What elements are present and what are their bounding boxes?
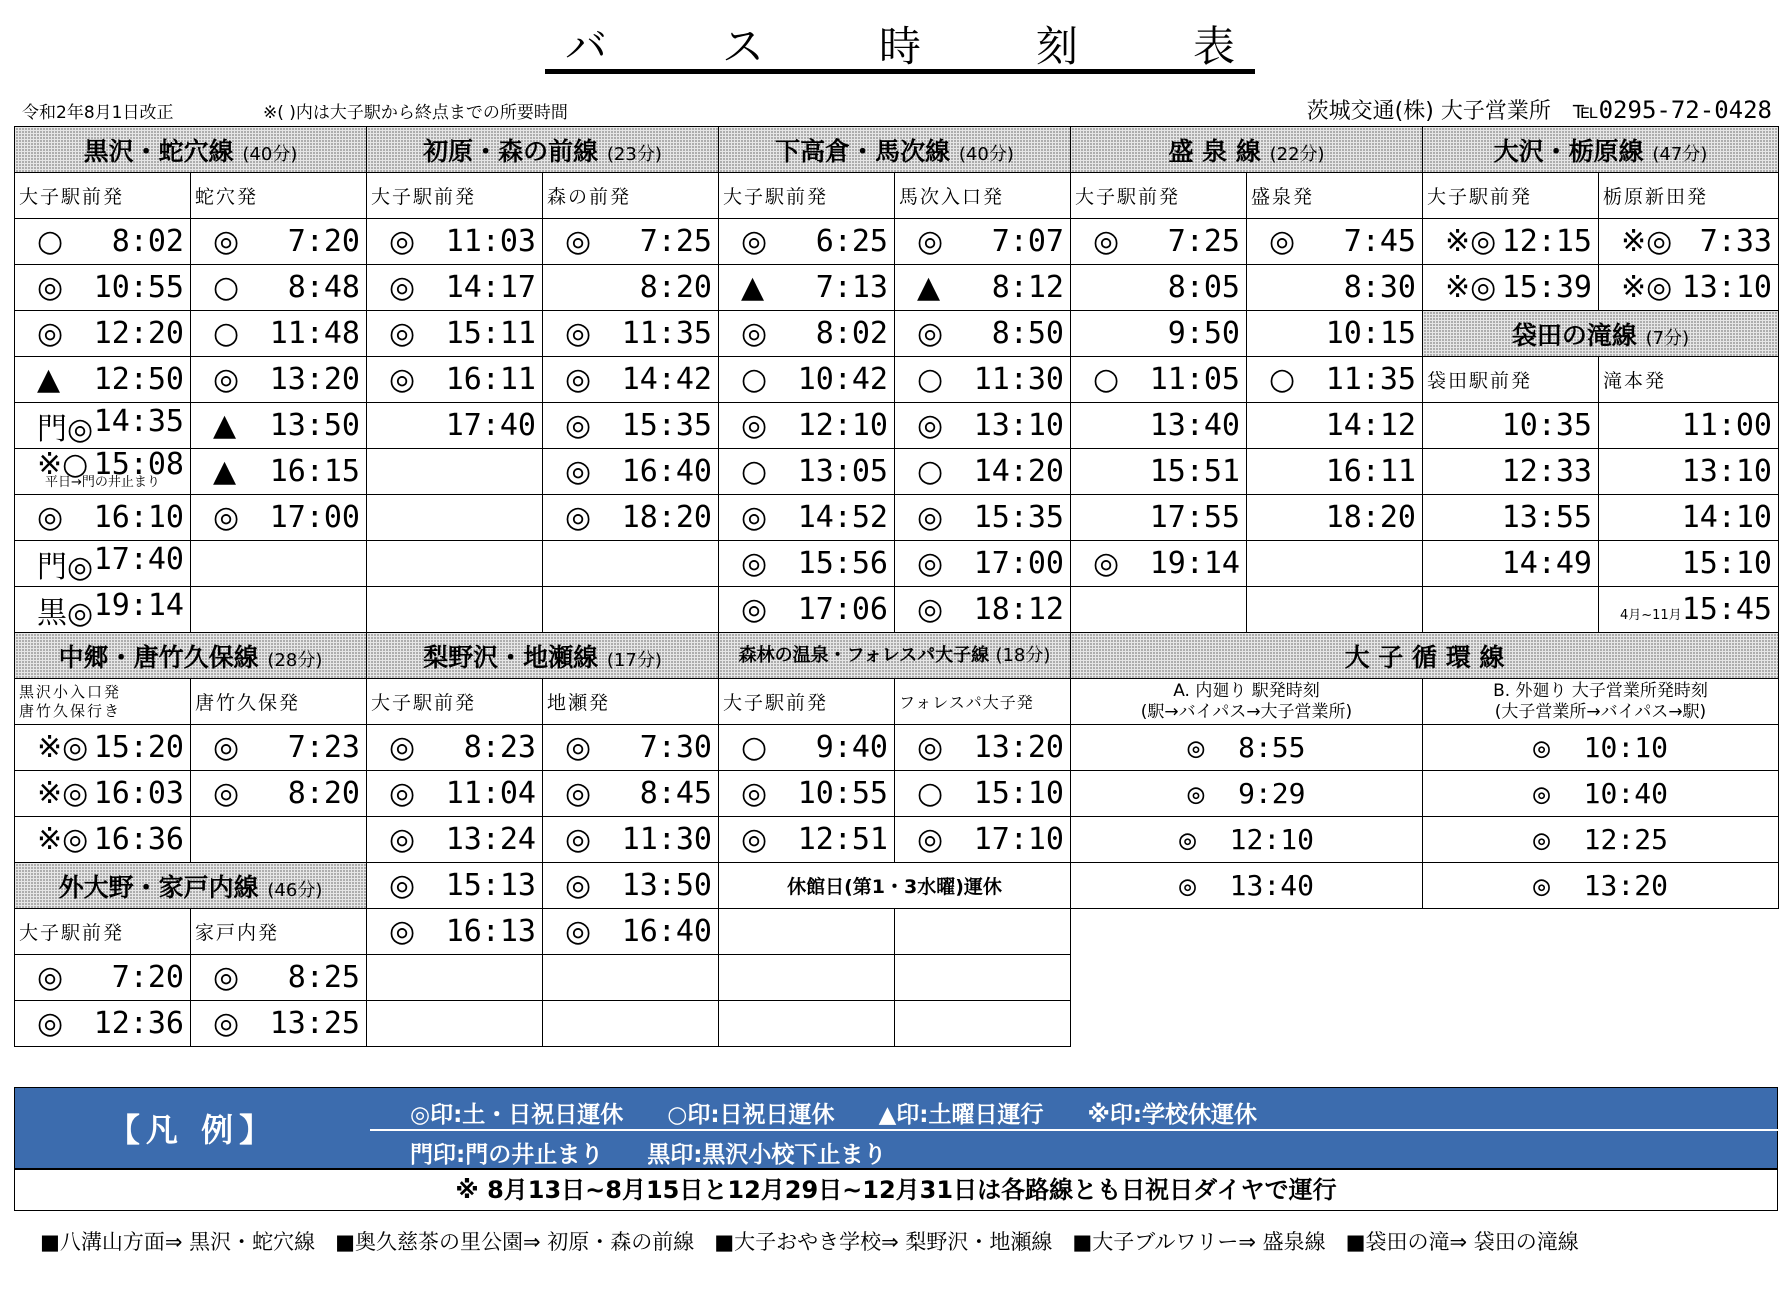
time-cell: ▲ 7:13 [719, 265, 895, 311]
timetable [14, 126, 1779, 1047]
time-cell: 13:40 [1071, 403, 1247, 449]
time-cell: ◎ 7:30 [543, 725, 719, 771]
time-cell: ◎ 15:35 [543, 403, 719, 449]
legend-line-1 [410, 1096, 1301, 1129]
column-header: 馬次入口発 [895, 173, 1071, 219]
time-cell: ◎ 7:25 [1071, 219, 1247, 265]
column-header: フォレスパ大子発 [895, 679, 1071, 725]
column-header: 地瀬発 [543, 679, 719, 725]
column-header: 大子駅前発 [719, 679, 895, 725]
time-cell: 14:12 [1247, 403, 1423, 449]
time-cell: ◎ 13:40 [1071, 863, 1423, 909]
time-cell: 8:05 [1071, 265, 1247, 311]
route-header: 下高倉・馬次線 (40分) [719, 127, 1071, 173]
phone-number: ℡0295-72-0428 [1572, 96, 1772, 124]
column-header: 大子駅前発 [1423, 173, 1599, 219]
time-cell: ○ 11:48 [191, 311, 367, 357]
time-cell: ○ 8:48 [191, 265, 367, 311]
route-header: 森林の温泉・フォレスパ大子線 (18分) [719, 633, 1071, 679]
time-cell: ◎ 8:45 [543, 771, 719, 817]
guide-item: ■袋田の滝⇒ 袋田の滝線 [1345, 1230, 1579, 1254]
time-cell: ◎ 7:45 [1247, 219, 1423, 265]
time-cell: 14:49 [1423, 541, 1599, 587]
title-char: ス [721, 21, 764, 71]
empty-cell [543, 955, 719, 1001]
time-cell: ▲ 12:50 [15, 357, 191, 403]
route-header: 盛 泉 線 (22分) [1071, 127, 1423, 173]
time-cell: ◎ 7:25 [543, 219, 719, 265]
time-cell: ◎ 17:00 [895, 541, 1071, 587]
legend-item: ◎印:土・日祝日運休 [410, 1102, 624, 1128]
time-cell: 11:00 [1599, 403, 1779, 449]
time-cell: 門◎ 14:35 [15, 403, 191, 449]
time-cell: 14:10 [1599, 495, 1779, 541]
empty-cell [895, 955, 1071, 1001]
time-cell: ◎ 13:20 [1423, 863, 1779, 909]
empty-cell [191, 817, 367, 863]
column-header: 栃原新田発 [1599, 173, 1779, 219]
column-header: 盛泉発 [1247, 173, 1423, 219]
time-cell: ◎ 8:20 [191, 771, 367, 817]
time-cell: ◎ 16:11 [367, 357, 543, 403]
time-cell: ◎ 12:20 [15, 311, 191, 357]
time-cell: ◎ 6:25 [719, 219, 895, 265]
time-cell: ◎ 12:10 [719, 403, 895, 449]
legend [14, 1087, 1778, 1169]
time-cell: ▲ 8:12 [895, 265, 1071, 311]
empty-cell [1247, 541, 1423, 587]
route-header: 梨野沢・地瀬線 (17分) [367, 633, 719, 679]
time-cell: ◎ 7:23 [191, 725, 367, 771]
legend-item: ※印:学校休運休 [1087, 1102, 1258, 1128]
time-cell: ※◎ 12:15 [1423, 219, 1599, 265]
column-header: 蛇穴発 [191, 173, 367, 219]
time-cell: ◎ 8:50 [895, 311, 1071, 357]
time-cell: ○ 11:35 [1247, 357, 1423, 403]
legend-item: 黒印:黒沢小校下止まり [647, 1142, 887, 1168]
time-cell: ◎ 13:20 [895, 725, 1071, 771]
time-cell: ◎ 15:11 [367, 311, 543, 357]
empty-cell [1071, 587, 1247, 633]
time-cell: ◎ 12:25 [1423, 817, 1779, 863]
title-char: 時 [878, 21, 921, 71]
time-cell: ○ 9:40 [719, 725, 895, 771]
time-cell: ○ 15:10 [895, 771, 1071, 817]
column-header: 滝本発 [1599, 357, 1779, 403]
time-cell: ◎ 15:35 [895, 495, 1071, 541]
time-cell: ◎ 10:40 [1423, 771, 1779, 817]
time-cell: ◎ 8:02 [719, 311, 895, 357]
time-cell: ◎ 12:36 [15, 1001, 191, 1047]
time-cell: ◎ 17:10 [895, 817, 1071, 863]
time-note: 平日→門の井止まり [45, 475, 160, 490]
time-cell: ◎ 11:30 [543, 817, 719, 863]
time-cell: ◎ 19:14 [1071, 541, 1247, 587]
empty-cell [367, 955, 543, 1001]
route-header: 大沢・栃原線 (47分) [1423, 127, 1779, 173]
time-cell: ▲ 16:15 [191, 449, 367, 495]
time-cell: ◎ 7:20 [15, 955, 191, 1001]
column-header: 森の前発 [543, 173, 719, 219]
time-cell: ※◎ 16:03 [15, 771, 191, 817]
time-cell: ◎ 16:13 [367, 909, 543, 955]
time-cell: 12:33 [1423, 449, 1599, 495]
column-header: 大子駅前発 [367, 173, 543, 219]
page-title [545, 18, 1255, 74]
time-cell: ◎ 11:03 [367, 219, 543, 265]
empty-cell [367, 587, 543, 633]
time-cell: ○ 14:20 [895, 449, 1071, 495]
column-header: A. 内廻り 駅発時刻 (駅→バイパス→大子営業所) [1071, 679, 1423, 725]
time-cell: ◎ 9:29 [1071, 771, 1423, 817]
time-cell: 16:11 [1247, 449, 1423, 495]
empty-cell [719, 1001, 895, 1047]
revision-date: 令和2年8月1日改正 [22, 103, 174, 123]
time-cell: ◎ 13:20 [191, 357, 367, 403]
time-cell: ◎ 13:50 [543, 863, 719, 909]
title-char: 刻 [1035, 21, 1078, 71]
time-cell: 17:40 [367, 403, 543, 449]
time-cell: 10:15 [1247, 311, 1423, 357]
legend-divider [370, 1129, 1779, 1131]
empty-cell [367, 1001, 543, 1047]
time-cell: ◎ 17:00 [191, 495, 367, 541]
empty-cell [191, 541, 367, 587]
empty-cell [191, 587, 367, 633]
holiday-schedule-note: ※ 8月13日~8月15日と12月29日~12月31日は各路線とも日祝日ダイヤで運行 [14, 1169, 1778, 1211]
guide-item: ■大子ブルワリー⇒ 盛泉線 [1072, 1230, 1326, 1254]
column-header: 大子駅前発 [719, 173, 895, 219]
time-cell: 門◎ 17:40 [15, 541, 191, 587]
time-cell: ※◎ 15:20 [15, 725, 191, 771]
time-cell: 15:10 [1599, 541, 1779, 587]
time-cell: ◎ 17:06 [719, 587, 895, 633]
time-cell: ※○ 15:08 平日→門の井止まり [15, 449, 191, 495]
time-cell: ◎ 7:20 [191, 219, 367, 265]
time-cell: ○ 10:42 [719, 357, 895, 403]
empty-cell [367, 449, 543, 495]
time-cell: ◎ 11:35 [543, 311, 719, 357]
time-cell: ○ 11:05 [1071, 357, 1247, 403]
time-cell: ◎ 14:17 [367, 265, 543, 311]
time-cell: ○ 11:30 [895, 357, 1071, 403]
time-cell: 10:35 [1423, 403, 1599, 449]
blank-area [1071, 909, 1779, 1047]
time-cell: 8:30 [1247, 265, 1423, 311]
title-char: バ [565, 21, 608, 71]
column-header: 大子駅前発 [15, 909, 191, 955]
column-header: 家戸内発 [191, 909, 367, 955]
legend-item: ○印:日祝日運休 [667, 1102, 835, 1128]
time-cell: ◎ 10:55 [15, 265, 191, 311]
column-header: 大子駅前発 [15, 173, 191, 219]
guide-item: ■奥久慈茶の里公園⇒ 初原・森の前線 [335, 1230, 695, 1254]
legend-item: 門印:門の井止まり [410, 1142, 604, 1168]
route-header: 中郷・唐竹久保線 (28分) [15, 633, 367, 679]
time-cell: ◎ 7:07 [895, 219, 1071, 265]
time-cell: ◎ 16:40 [543, 449, 719, 495]
time-cell: ※◎ 7:33 [1599, 219, 1779, 265]
legend-title: 【凡 例】 [107, 1111, 278, 1149]
time-cell: 4月~11月15:45 [1599, 587, 1779, 633]
time-cell: 13:55 [1423, 495, 1599, 541]
time-cell: 9:50 [1071, 311, 1247, 357]
empty-cell [1423, 587, 1599, 633]
time-cell: ◎ 11:04 [367, 771, 543, 817]
time-cell: ◎ 13:10 [895, 403, 1071, 449]
time-cell: 13:10 [1599, 449, 1779, 495]
time-cell: 17:55 [1071, 495, 1247, 541]
empty-cell [895, 1001, 1071, 1047]
empty-cell [895, 909, 1071, 955]
company-name: 茨城交通(株) 大子営業所 [1306, 99, 1551, 124]
time-cell: ◎ 12:51 [719, 817, 895, 863]
closed-day-note: 休館日(第1・3水曜)運休 [719, 863, 1071, 909]
route-header: 黒沢・蛇穴線 (40分) [15, 127, 367, 173]
empty-cell [367, 495, 543, 541]
column-header: 大子駅前発 [367, 679, 543, 725]
column-header: 大子駅前発 [1071, 173, 1247, 219]
empty-cell [1247, 587, 1423, 633]
time-cell: 黒◎ 19:14 [15, 587, 191, 633]
empty-cell [543, 541, 719, 587]
time-cell: ○ 13:05 [719, 449, 895, 495]
time-cell: ◎ 15:13 [367, 863, 543, 909]
column-header: 黒沢小入口発 唐竹久保行き [15, 679, 191, 725]
empty-cell [543, 587, 719, 633]
route-header: 初原・森の前線 (23分) [367, 127, 719, 173]
time-cell: ◎ 18:20 [543, 495, 719, 541]
empty-cell [367, 541, 543, 587]
legend-item: ▲印:土曜日運行 [878, 1102, 1044, 1128]
time-cell: ◎ 15:56 [719, 541, 895, 587]
time-cell: 8:20 [543, 265, 719, 311]
time-cell: ◎ 16:40 [543, 909, 719, 955]
empty-cell [719, 955, 895, 1001]
time-cell: ◎ 10:55 [719, 771, 895, 817]
time-cell: 15:51 [1071, 449, 1247, 495]
time-cell: ◎ 10:10 [1423, 725, 1779, 771]
time-cell: ◎ 16:10 [15, 495, 191, 541]
destination-guide [40, 1226, 1599, 1256]
legend-line-2 [410, 1136, 930, 1169]
duration-note: ※( )内は大子駅から終点までの所要時間 [263, 103, 568, 123]
time-cell: ◎ 8:55 [1071, 725, 1423, 771]
time-cell: ○ 8:02 [15, 219, 191, 265]
time-cell: ◎ 14:52 [719, 495, 895, 541]
time-cell: ◎ 8:25 [191, 955, 367, 1001]
company-info [1307, 94, 1772, 125]
time-cell: ◎ 14:42 [543, 357, 719, 403]
time-cell: 18:20 [1247, 495, 1423, 541]
time-cell: ※◎ 15:39 [1423, 265, 1599, 311]
time-cell: ◎ 13:25 [191, 1001, 367, 1047]
time-cell: ◎ 8:23 [367, 725, 543, 771]
time-cell: ◎ 12:10 [1071, 817, 1423, 863]
time-cell: ▲ 13:50 [191, 403, 367, 449]
time-cell: ※◎ 16:36 [15, 817, 191, 863]
column-header: 唐竹久保発 [191, 679, 367, 725]
route-header: 外大野・家戸内線 (46分) [15, 863, 367, 909]
time-cell: ◎ 13:24 [367, 817, 543, 863]
guide-item: ■八溝山方面⇒ 黒沢・蛇穴線 [40, 1230, 316, 1254]
time-cell: ※◎ 13:10 [1599, 265, 1779, 311]
route-header: 大 子 循 環 線 [1071, 633, 1779, 679]
empty-cell [719, 909, 895, 955]
time-cell: ◎ 18:12 [895, 587, 1071, 633]
column-header: B. 外廻り 大子営業所発時刻 (大子営業所→バイパス→駅) [1423, 679, 1779, 725]
route-header: 袋田の滝線 (7分) [1423, 311, 1779, 357]
empty-cell [543, 1001, 719, 1047]
column-header: 袋田駅前発 [1423, 357, 1599, 403]
title-char: 表 [1192, 21, 1235, 71]
guide-item: ■大子おやき学校⇒ 梨野沢・地瀬線 [714, 1230, 1053, 1254]
